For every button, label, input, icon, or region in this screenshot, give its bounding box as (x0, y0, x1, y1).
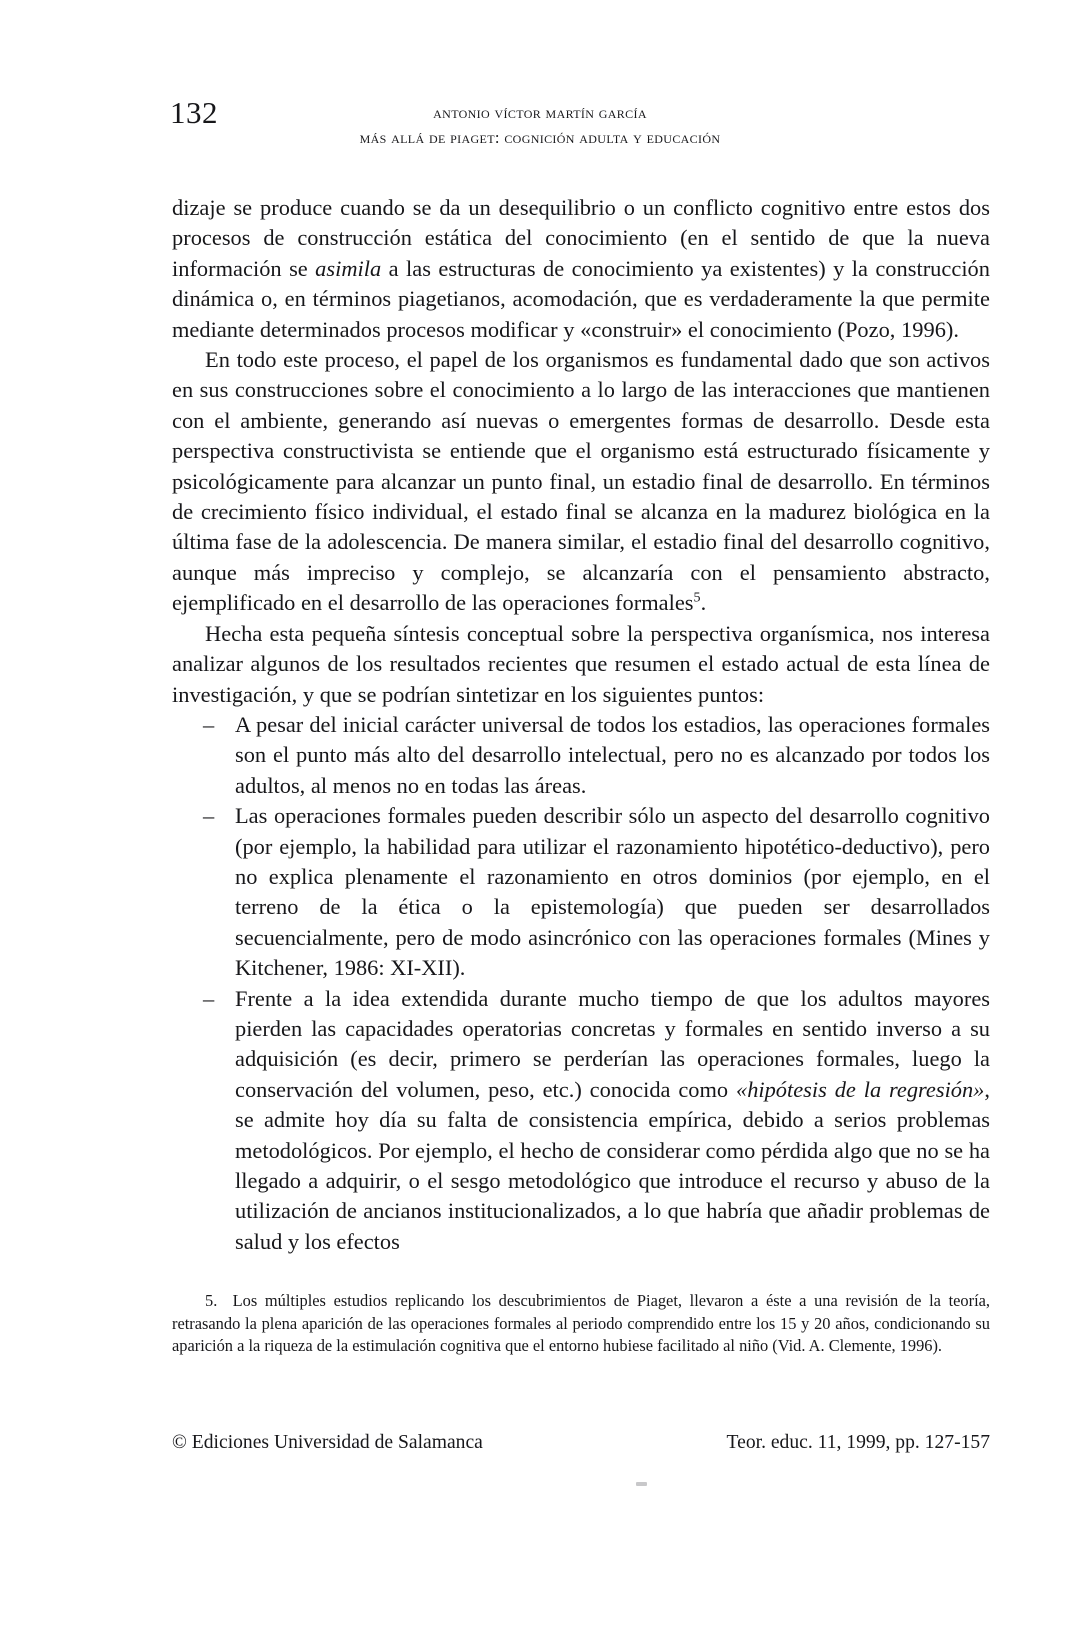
list-item (172, 801, 990, 983)
running-head-author: antonio víctor martín garcía (433, 103, 647, 122)
footer-publisher: © Ediciones Universidad de Salamanca (172, 1432, 483, 1453)
list-item (172, 710, 990, 801)
list-item-1-part1: A pesar del inicial carácter universal de todos los estadios, las operaciones formales son el punto más alto del desarrollo intelectual, pero no es alcanzado por todos los adultos, al menos no en todas las áreas. (235, 711, 990, 798)
scan-artifact (636, 1482, 647, 1486)
footer-citation: Teor. educ. 11, 1999, pp. 127-157 (726, 1432, 990, 1453)
paragraph-1 (172, 193, 990, 345)
list-item-3-part1: Frente a la idea extendida durante mucho tiempo de que los adultos mayores pierden las capacidades operatorias concretas y formales en sentido inverso a su adquisición (es decir, primero se perderían las operaciones formales, luego la conservación del volumen, peso, etc.) conocida como (235, 985, 990, 1102)
paragraph-3: Hecha esta pequeña síntesis conceptual sobre la perspectiva organísmica, nos interesa analizar algunos de los resultados recientes que resumen el estado actual de esta línea de investigación, y que se podrían sintetizar en los siguientes puntos: (172, 620, 990, 707)
paragraph-1-italic: asimila (315, 255, 382, 281)
list-item (172, 984, 990, 1258)
paragraph-1-part2: a las estructuras de conocimiento ya existentes) y la construcción dinámica o, en términos piagetianos, acomodación, que es verdaderamente la que permite mediante determinados procesos modificar y «construir» el conocimiento (Pozo, 1996). (172, 255, 990, 342)
running-head-title: más allá de piaget: cognición adulta y educación (359, 128, 721, 147)
list-item-3-part2: , se admite hoy día su falta de consistencia empírica, debido a serios problemas metodológicos. Por ejemplo, el hecho de considerar como pérdida algo que no se ha llegado a adquirir, o el sesgo metodológico que introduce el recurso y abuso de la utilización de ancianos institucionalizados, a lo que habría que añadir problemas de salud y los efectos (235, 1076, 990, 1254)
paragraph-1-part1: dizaje se produce cuando se da un desequilibrio o un conflicto cognitivo entre estos dos procesos de construcción estática del conocimiento (en el sentido de que la nueva información se (172, 195, 990, 281)
footnote-reference-5[interactable]: 5 (693, 590, 701, 606)
footnote-5 (172, 1290, 990, 1358)
dash-bullet-icon: – (203, 803, 215, 829)
paragraph-2-part2: . (700, 590, 707, 616)
list-item-2-part1: Las operaciones formales pueden describir sólo un aspecto del desarrollo cognitivo (por ejemplo, la habilidad para utilizar el razonamiento hipotético-deductivo), pero no explica plenamente el razonamiento en otros dominios (por ejemplo, en el terreno de la ética o la epistemología) que pueden ser desarrollados secuencialmente, pero de modo asincrónico con las operaciones formales (Mines y Kitchener, 1986: XI-XII). (235, 803, 990, 981)
running-head (0, 95, 1080, 165)
footnote-block (172, 1290, 990, 1358)
running-head-text (0, 101, 1080, 150)
dash-bullet-icon: – (203, 711, 215, 737)
paragraph-2-part1: En todo este proceso, el papel de los organismos es fundamental dado que son activos en sus construcciones sobre el conocimiento a lo largo de las interacciones que mantienen con el ambiente, generando así nuevas o emergentes formas de desarrollo. Desde esta perspectiva constructivista se entiende que el organismo está estructurado físicamente y psicológicamente para alcanzar un punto final, un estadio final de desarrollo. En términos de crecimiento físico individual, el estado final se alcanza en la madurez biológica en la última fase de la adolescencia. De manera similar, el estadio final del desarrollo cognitivo, aunque más impreciso y complejo, se alcanzaría con el pensamiento abstracto, ejemplificado en el desarrollo de las operaciones formales (172, 347, 990, 616)
body-text (172, 193, 990, 1257)
paragraph-2 (172, 345, 990, 619)
list-item-3-italic: «hipótesis de la regresión» (736, 1076, 985, 1102)
footnote-text: Los múltiples estudios replicando los descubrimientos de Piaget, llevaron a éste a una revisión de la teoría, retrasando la plena aparición de las operaciones formales al periodo comprendido entre los 15 y 20 años, condicionando su aparición a la riqueza de la estimulación cognitiva que el entorno hubiese facilitado al niño (Vid. A. Clemente, 1996). (172, 1291, 990, 1356)
bulleted-list (172, 710, 990, 1257)
footnote-number: 5. (205, 1291, 218, 1310)
page-number: 132 (170, 95, 218, 130)
dash-bullet-icon: – (203, 985, 215, 1011)
page-footer (172, 1430, 990, 1456)
